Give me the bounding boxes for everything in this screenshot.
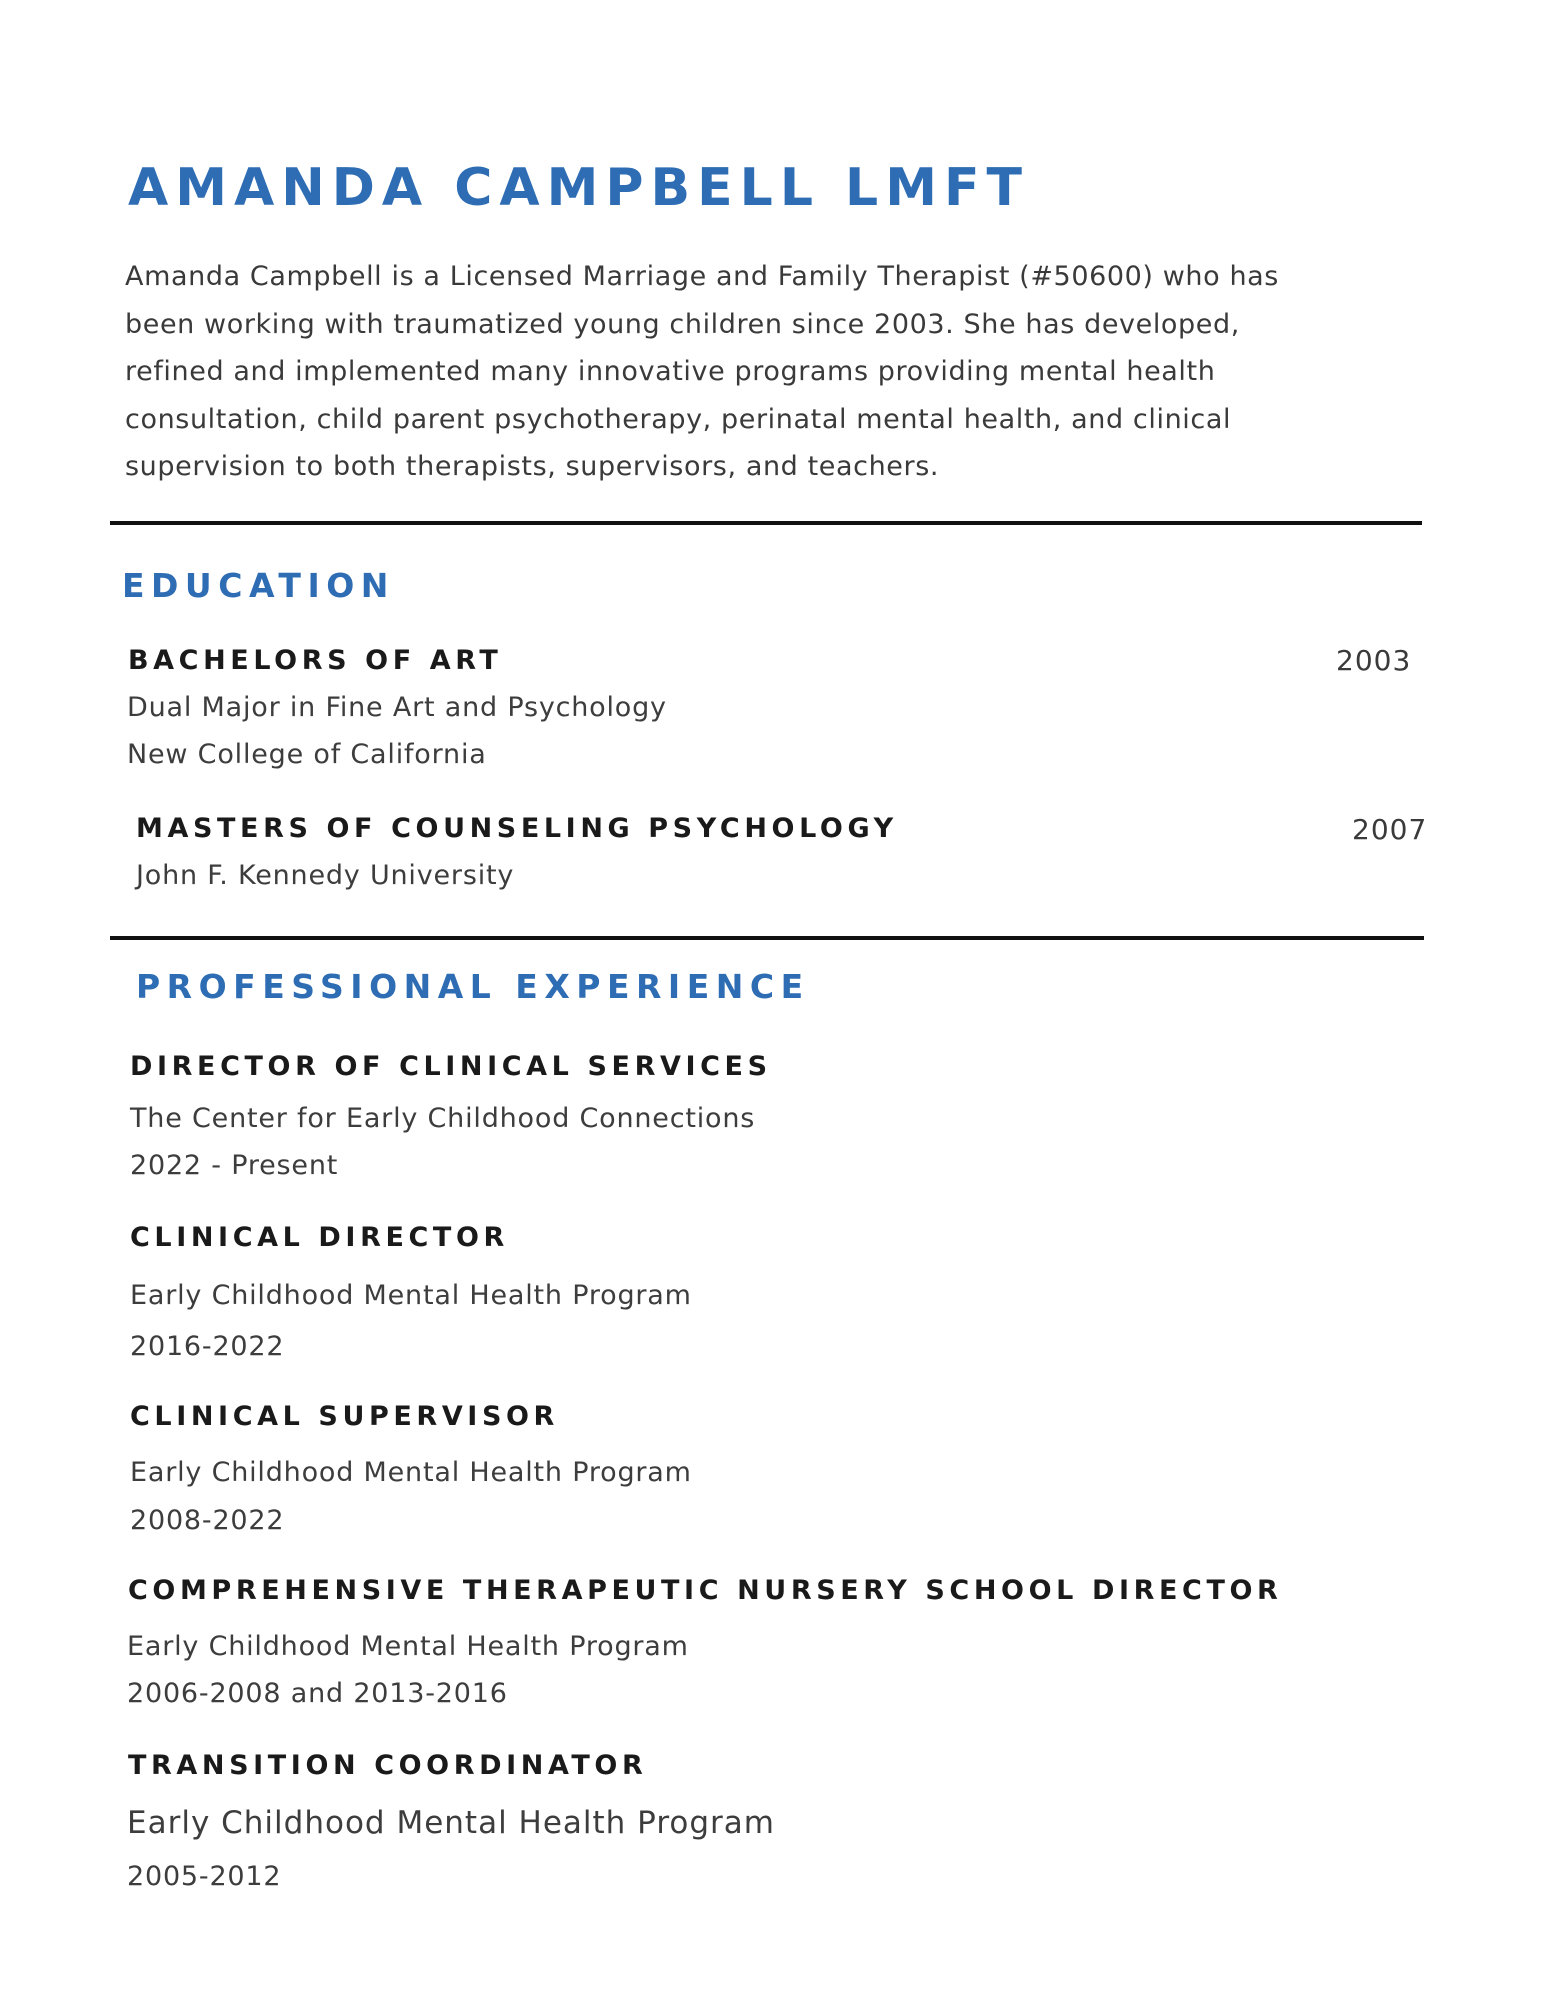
education-heading: EDUCATION: [122, 566, 395, 605]
experience-heading: PROFESSIONAL EXPERIENCE: [136, 967, 810, 1006]
education-detail: John F. Kennedy University: [136, 860, 515, 891]
experience-role: CLINICAL SUPERVISOR: [130, 1401, 559, 1432]
education-detail: Dual Major in Fine Art and Psychology: [127, 692, 667, 723]
experience-role: TRANSITION COORDINATOR: [128, 1750, 648, 1781]
bio-line: supervision to both therapists, supervisors, and teachers.: [125, 451, 940, 482]
bio-line: Amanda Campbell is a Licensed Marriage and Family Therapist (#50600) who has: [125, 261, 1279, 292]
experience-dates: 2016-2022: [130, 1331, 285, 1362]
education-degree-year: 2003: [1336, 644, 1412, 677]
bio-line: consultation, child parent psychotherapy, perinatal mental health, and clinical: [125, 403, 1232, 435]
experience-dates: 2005-2012: [127, 1861, 282, 1892]
experience-organization: Early Childhood Mental Health Program: [130, 1457, 692, 1488]
section-divider: [110, 521, 1422, 525]
experience-role: COMPREHENSIVE THERAPEUTIC NURSERY SCHOOL DIRECTOR: [128, 1575, 1283, 1606]
education-degree-title: MASTERS OF COUNSELING PSYCHOLOGY: [136, 813, 898, 844]
education-degree-year: 2007: [1352, 813, 1428, 846]
education-degree-title: BACHELORS OF ART: [128, 645, 503, 676]
bio-line: refined and implemented many innovative programs providing mental health: [125, 356, 1216, 387]
resume-name: AMANDA CAMPBELL LMFT: [128, 158, 1029, 218]
section-divider: [110, 936, 1424, 940]
experience-organization: The Center for Early Childhood Connections: [130, 1103, 756, 1134]
education-detail: New College of California: [127, 739, 487, 770]
bio-line: been working with traumatized young children since 2003. She has developed,: [125, 308, 1240, 340]
experience-dates: 2022 - Present: [130, 1150, 339, 1181]
experience-role: DIRECTOR OF CLINICAL SERVICES: [130, 1051, 772, 1082]
experience-dates: 2006-2008 and 2013-2016: [127, 1678, 508, 1709]
experience-organization: Early Childhood Mental Health Program: [127, 1805, 775, 1841]
experience-dates: 2008-2022: [130, 1505, 285, 1536]
experience-organization: Early Childhood Mental Health Program: [127, 1631, 689, 1662]
experience-role: CLINICAL DIRECTOR: [130, 1222, 509, 1253]
experience-organization: Early Childhood Mental Health Program: [130, 1280, 692, 1311]
bio-paragraph: [125, 253, 1385, 491]
